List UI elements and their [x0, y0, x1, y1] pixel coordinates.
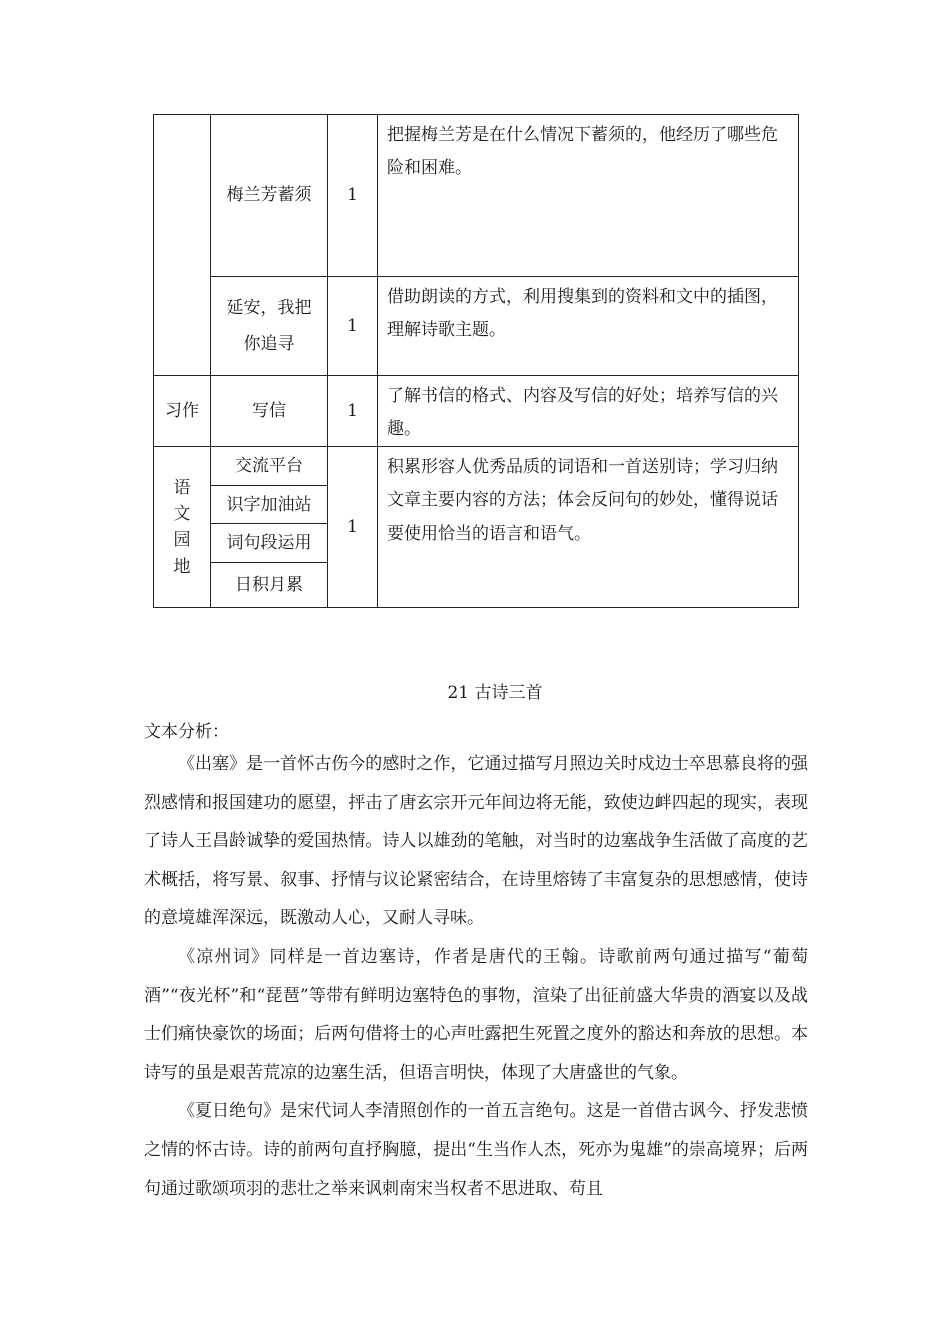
paragraph: 《夏日绝句》是宋代词人李清照创作的一首五言绝句。这是一首借古讽今、抒发悲愤之情的怀古诗。诗的前两句直抒胸臆，提出“生当作人杰，死亦为鬼雄”的崇高境界；后两句通过歌颂项羽的悲壮之举来讽刺南宋当权者不思进取、苟且: [144, 1101, 808, 1199]
goal-cell: 了解书信的格式、内容及写信的好处；培养写信的兴趣。: [378, 376, 799, 447]
table-row: [154, 376, 799, 447]
table-row: [154, 115, 799, 277]
category-cell: [154, 447, 211, 608]
garden-item-cell: 识字加油站: [211, 486, 328, 524]
hours-cell: 1: [328, 277, 378, 376]
table-row: [154, 277, 799, 376]
section-title: 21 古诗三首: [447, 683, 543, 703]
garden-item-cell: 词句段运用: [211, 524, 328, 563]
goal-cell: 把握梅兰芳是在什么情况下蓄须的，他经历了哪些危险和困难。: [378, 115, 799, 277]
lesson-cell: 写信: [211, 376, 328, 447]
paragraph: 《出塞》是一首怀古伤今的感时之作，它通过描写月照边关时戍边士卒思慕良将的强烈感情和报国建功的愿望，抨击了唐玄宗开元年间边将无能，致使边衅四起的现实，表现了诗人王昌龄诚挚的爱国热情。诗人以雄劲的笔触，对当时的边塞战争生活做了高度的艺术概括，将写景、叙事、抒情与议论紧密结合，在诗里熔铸了丰富复杂的思想感情，使诗的意境雄浑深远，既激动人心，又耐人寻味。: [144, 754, 808, 929]
hours-cell: 1: [328, 447, 378, 608]
table-row: [154, 447, 799, 486]
lesson-cell: 延安，我把你追寻: [211, 277, 328, 376]
category-cell: 习作: [154, 376, 211, 447]
goal-cell: 借助朗读的方式，利用搜集到的资料和文中的插图，理解诗歌主题。: [378, 277, 799, 376]
section-label: 文本分析：: [144, 722, 229, 742]
category-vertical-label: 语文园地: [173, 477, 191, 577]
paragraph: 《凉州词》同样是一首边塞诗，作者是唐代的王翰。诗歌前两句通过描写“葡萄酒”“夜光杯”和“琵琶”等带有鲜明边塞特色的事物，渲染了出征前盛大华贵的酒宴以及战士们痛快豪饮的场面；后两句借将士的心声吐露把生死置之度外的豁达和奔放的思想。本诗写的虽是艰苦荒凉的边塞生活，但语言明快，体现了大唐盛世的气象。: [144, 946, 808, 1083]
hours-cell: 1: [328, 115, 378, 277]
goal-cell: 积累形容人优秀品质的词语和一首送别诗；学习归纳文章主要内容的方法；体会反问句的妙处，懂得说话要使用恰当的语言和语气。: [378, 447, 799, 608]
lesson-plan-table: [153, 114, 799, 608]
garden-item-cell: 日积月累: [211, 563, 328, 608]
analysis-text: [144, 745, 808, 1208]
category-cell-empty: [154, 115, 211, 376]
garden-item-cell: 交流平台: [211, 447, 328, 486]
lesson-cell: 梅兰芳蓄须: [211, 115, 328, 277]
hours-cell: 1: [328, 376, 378, 447]
